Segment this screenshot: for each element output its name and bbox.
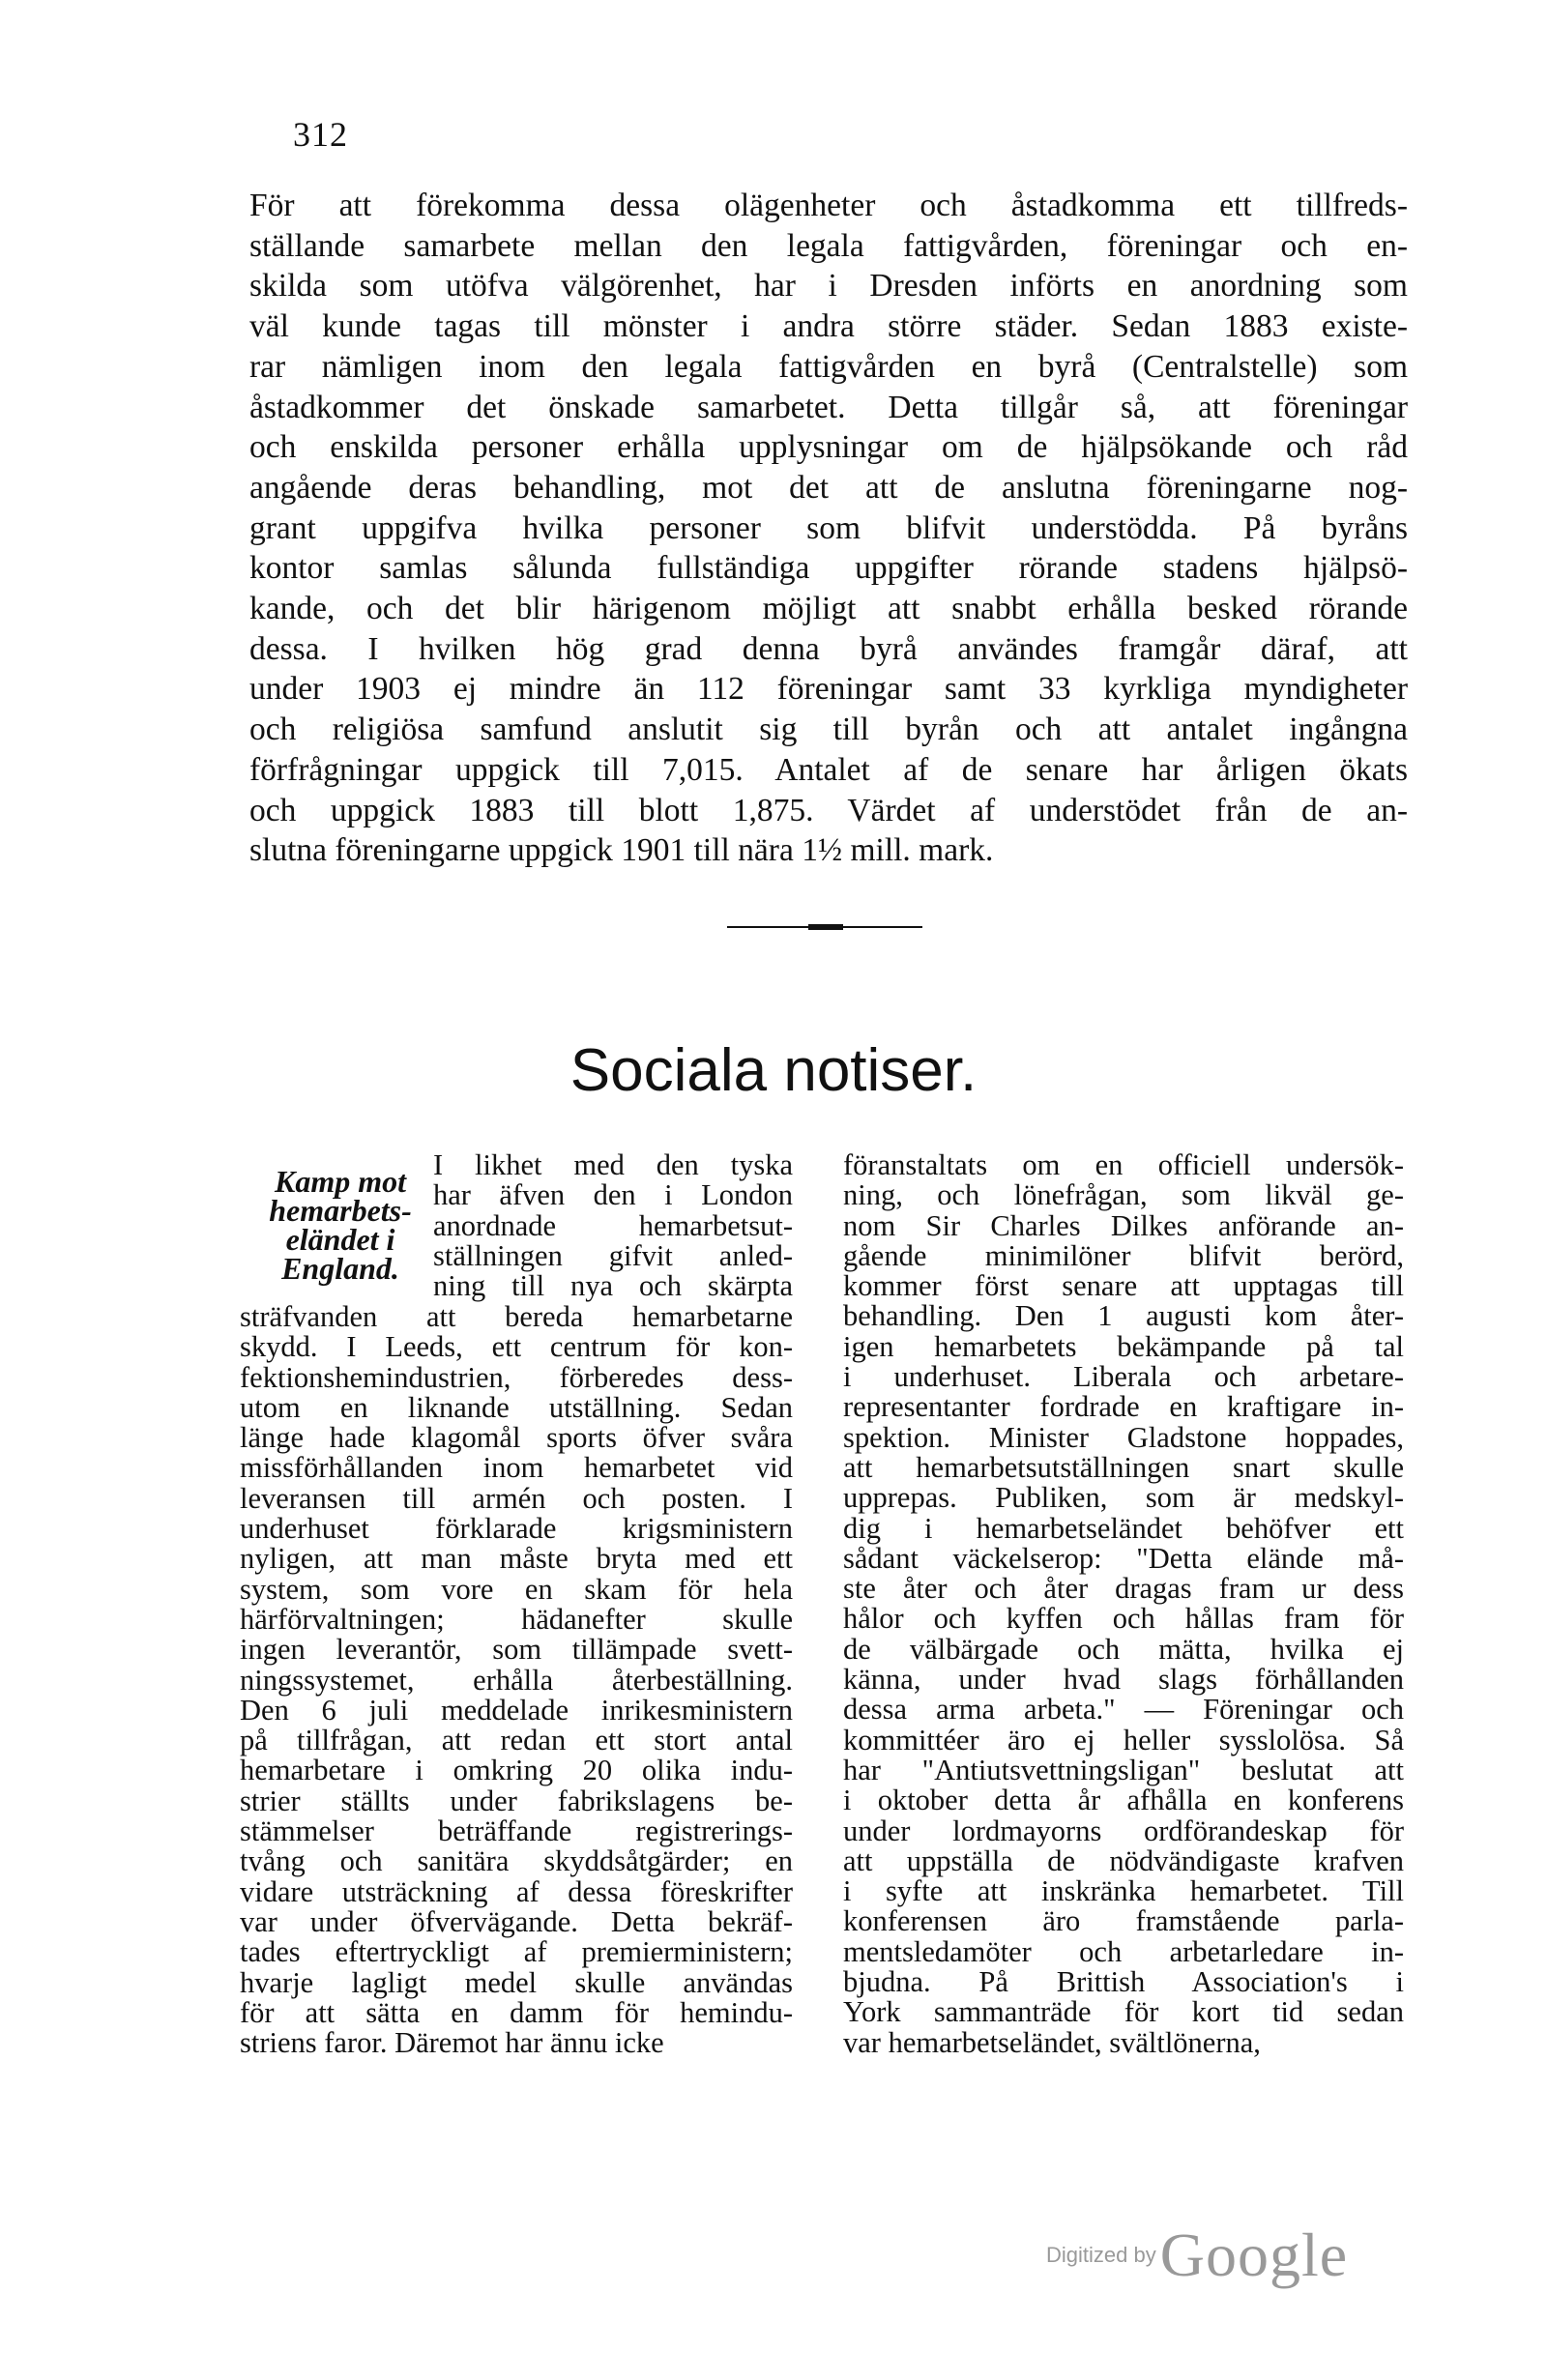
section-divider bbox=[727, 926, 922, 928]
right-column-line: gående minimilöner blifvit berörd, bbox=[843, 1238, 1404, 1272]
left-column-line: skydd. I Leeds, ett centrum för kon- bbox=[240, 1330, 793, 1364]
left-column-line: fektionshemindustrien, förberedes dess- bbox=[240, 1360, 793, 1394]
left-indent-line: I likhet med den tyska bbox=[433, 1148, 793, 1181]
right-column bbox=[843, 1150, 1404, 2058]
right-column-line: konferensen äro framstående parla- bbox=[843, 1904, 1404, 1938]
left-indent-line: ning till nya och skärpta bbox=[433, 1269, 793, 1303]
right-column-line: spektion. Minister Gladstone hoppades, bbox=[843, 1420, 1404, 1454]
left-column-line: för att sätta en damm för hemindu- bbox=[240, 1995, 793, 2029]
left-column-line: härförvaltningen; hädanefter skulle bbox=[240, 1602, 793, 1636]
marginal-heading-line: eländet i bbox=[285, 1222, 395, 1257]
intro-line: rar nämligen inom den legala fattigvården en byrå (Centralstelle) som bbox=[249, 348, 1408, 385]
intro-line: kontor samlas sålunda fullständiga uppgifter rörande stadens hjälpsö- bbox=[249, 550, 1408, 587]
left-column bbox=[240, 1302, 793, 2058]
right-column-line: ning, och lönefrågan, som likväl ge- bbox=[843, 1178, 1404, 1212]
marginal-heading-line: hemarbets- bbox=[269, 1193, 412, 1228]
page-number: 312 bbox=[293, 115, 348, 154]
left-column-line: striens faror. Däremot har ännu icke bbox=[240, 2026, 664, 2060]
right-column-line: att uppställa de nödvändigaste krafven bbox=[843, 1843, 1404, 1877]
left-column-line: stämmelser beträffande registrerings- bbox=[240, 1814, 793, 1848]
right-column-line: föranstaltats om en officiell undersök- bbox=[843, 1148, 1404, 1181]
right-column-line: i syfte att inskränka hemarbetet. Till bbox=[843, 1874, 1404, 1908]
right-column-line: bjudna. På Brittish Association's i bbox=[843, 1965, 1404, 1999]
right-column-line: upprepas. Publiken, som är medskyl- bbox=[843, 1481, 1404, 1515]
left-column-line: strier ställts under fabrikslagens be- bbox=[240, 1784, 793, 1817]
right-column-line: har "Antiutsvettningsligan" beslutat att bbox=[843, 1753, 1404, 1786]
right-column-line: sådant väckelserop: "Detta elände må- bbox=[843, 1541, 1404, 1575]
right-column-line: i underhuset. Liberala och arbetare- bbox=[843, 1360, 1404, 1394]
left-column-line: Den 6 juli meddelade inrikesministern bbox=[240, 1693, 793, 1727]
intro-paragraph bbox=[249, 186, 1408, 871]
intro-line: och enskilda personer erhålla upplysningar om de hjälpsökande och råd bbox=[249, 429, 1408, 466]
right-column-line: kommer först senare att upptagas till bbox=[843, 1269, 1404, 1303]
left-column-line: hemarbetare i omkring 20 olika indu- bbox=[240, 1754, 793, 1787]
marginal-heading bbox=[253, 1164, 427, 1286]
right-column-line: kommittéer äro ej heller sysslolösa. Så bbox=[843, 1723, 1404, 1756]
intro-line: under 1903 ej mindre än 112 föreningar samt 33 kyrkliga myndigheter bbox=[249, 671, 1408, 708]
right-column-line: hålor och kyffen och hållas fram för bbox=[843, 1602, 1404, 1636]
right-column-line: igen hemarbetets bekämpande på tal bbox=[843, 1329, 1404, 1363]
left-column-line: nyligen, att man måste bryta med ett bbox=[240, 1542, 793, 1576]
left-column-line: hvarje lagligt medel skulle användas bbox=[240, 1965, 793, 1999]
watermark-brand: Google bbox=[1159, 2220, 1349, 2289]
right-column-line: att hemarbetsutställningen snart skulle bbox=[843, 1450, 1404, 1484]
right-column-line: nom Sir Charles Dilkes anförande an- bbox=[843, 1208, 1404, 1242]
left-column-line: var under öfvervägande. Detta bekräf- bbox=[240, 1904, 793, 1938]
right-column-line: mentsledamöter och arbetarledare in- bbox=[843, 1934, 1404, 1968]
right-column-line: representanter fordrade en kraftigare in- bbox=[843, 1390, 1404, 1424]
left-column-line: ingen leverantör, som tillämpade svett- bbox=[240, 1633, 793, 1667]
intro-line: ställande samarbete mellan den legala fattigvården, föreningar och en- bbox=[249, 227, 1408, 264]
divider-ornament bbox=[808, 924, 843, 930]
left-column-line: utom en liknande utställning. Sedan bbox=[240, 1390, 793, 1424]
left-indent-line: anordnade hemarbetsut- bbox=[433, 1208, 793, 1242]
right-column-line: känna, under hvad slags förhållanden bbox=[843, 1663, 1404, 1697]
intro-line: För att förekomma dessa olägenheter och åstadkomma ett tillfreds- bbox=[249, 188, 1408, 223]
right-column-line: behandling. Den 1 augusti kom åter- bbox=[843, 1299, 1404, 1333]
left-column-line: på tillfrågan, att redan ett stort antal bbox=[240, 1724, 793, 1757]
right-column-line: York sammanträde för kort tid sedan bbox=[843, 1995, 1404, 2029]
left-column-line: tvång och sanitära skyddsåtgärder; en bbox=[240, 1844, 793, 1878]
intro-line: skilda som utöfva välgörenhet, har i Dresden införts en anordning som bbox=[249, 268, 1408, 305]
intro-line: förfrågningar uppgick till 7,015. Antalet af de senare har årligen ökats bbox=[249, 751, 1408, 788]
left-column-line: ningssystemet, erhålla återbeställning. bbox=[240, 1663, 793, 1697]
right-column-line: dessa arma arbeta." — Föreningar och bbox=[843, 1693, 1404, 1727]
left-column-line: missförhållanden inom hemarbetet vid bbox=[240, 1451, 793, 1485]
left-column-line: vidare utsträckning af dessa föreskrifter bbox=[240, 1874, 793, 1908]
left-column-line: länge hade klagomål sports öfver svåra bbox=[240, 1421, 793, 1455]
intro-line: och uppgick 1883 till blott 1,875. Värdet af understödet från de an- bbox=[249, 792, 1408, 828]
left-column-indented-lines bbox=[433, 1150, 793, 1301]
left-indent-line: har äfven den i London bbox=[433, 1178, 793, 1212]
digitized-watermark bbox=[1046, 2220, 1348, 2291]
intro-line: dessa. I hvilken hög grad denna byrå användes framgår däraf, att bbox=[249, 630, 1408, 667]
intro-line: grant uppgifva hvilka personer som blifvit understödda. På byråns bbox=[249, 509, 1408, 546]
intro-line: kande, och det blir härigenom möjligt att snabbt erhålla besked rörande bbox=[249, 591, 1408, 627]
left-indent-line: ställningen gifvit anled- bbox=[433, 1238, 793, 1272]
left-column-line: underhuset förklarade krigsministern bbox=[240, 1512, 793, 1546]
intro-line: angående deras behandling, mot det att de anslutna föreningarne nog- bbox=[249, 469, 1408, 506]
marginal-heading-line: Kamp mot bbox=[274, 1164, 406, 1199]
left-column-line: sträfvanden att bereda hemarbetarne bbox=[240, 1300, 793, 1333]
left-column-line: leveransen till armén och posten. I bbox=[240, 1481, 793, 1515]
right-column-line: var hemarbetseländet, svältlönerna, bbox=[843, 2025, 1261, 2059]
intro-line: och religiösa samfund anslutit sig till byrån och att antalet ingångna bbox=[249, 711, 1408, 748]
left-column-line: system, som vore en skam för hela bbox=[240, 1572, 793, 1606]
section-heading: Sociala notiser. bbox=[569, 1037, 978, 1104]
marginal-heading-line: England. bbox=[281, 1251, 399, 1286]
left-column-line: tades eftertryckligt af premierministern; bbox=[240, 1935, 793, 1969]
intro-line: väl kunde tagas till mönster i andra större städer. Sedan 1883 existe- bbox=[249, 308, 1408, 345]
right-column-line: i oktober detta år afhålla en konferens bbox=[843, 1784, 1404, 1817]
right-column-line: de välbärgade och mätta, hvilka ej bbox=[843, 1632, 1404, 1666]
watermark-prefix: Digitized by bbox=[1046, 2243, 1156, 2267]
intro-line: slutna föreningarne uppgick 1901 till nära 1½ mill. mark. bbox=[249, 832, 994, 869]
right-column-line: ste åter och åter dragas fram ur dess bbox=[843, 1572, 1404, 1606]
right-column-line: under lordmayorns ordförandeskap för bbox=[843, 1814, 1404, 1847]
right-column-line: dig i hemarbetseländet behöfver ett bbox=[843, 1511, 1404, 1545]
intro-line: åstadkommer det önskade samarbetet. Detta tillgår så, att föreningar bbox=[249, 389, 1408, 425]
